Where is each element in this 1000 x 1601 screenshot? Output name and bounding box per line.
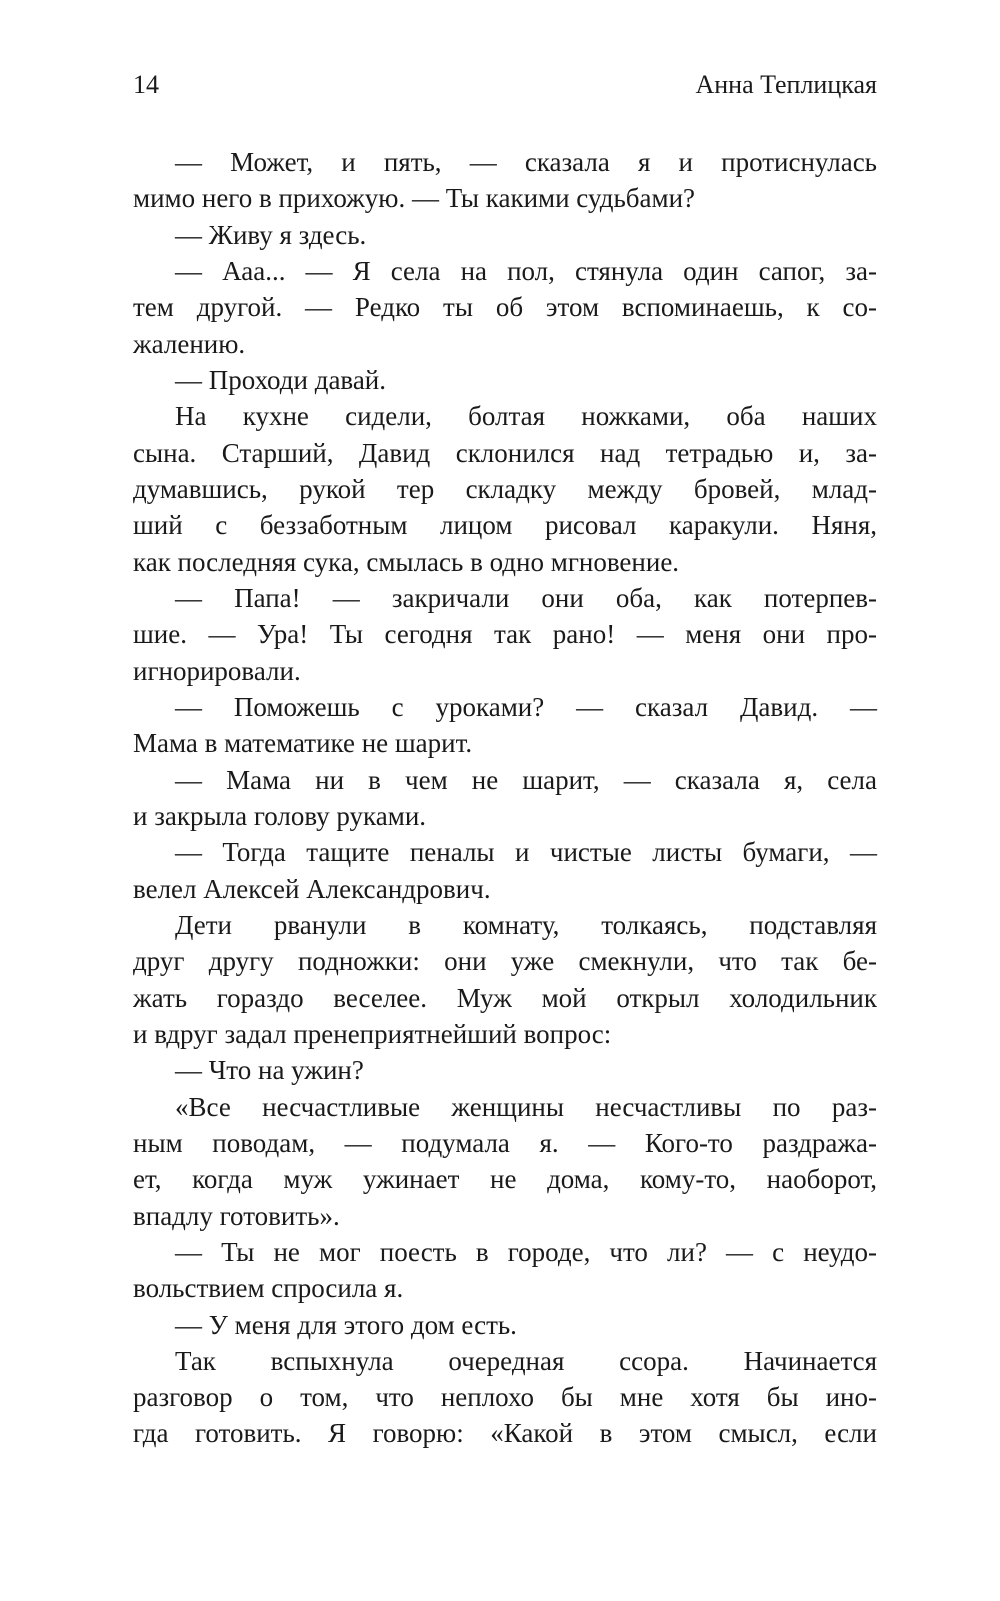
text-line: На кухне сидели, болтая ножками, оба наших xyxy=(175,401,877,432)
text-line: гда готовить. Я говорю: «Какой в этом смысл, если xyxy=(133,1418,877,1449)
text-line: ным поводам, — подумала я. — Кого-то раздража- xyxy=(133,1127,877,1158)
text-line: — Может, и пять, — сказала я и протиснулась xyxy=(175,147,877,177)
text-line: — У меня для этого дом есть. xyxy=(175,1309,517,1340)
text-line: жалению. xyxy=(133,328,246,359)
text-line: ший с беззаботным лицом рисовал каракули. Няня, xyxy=(133,510,877,541)
text-line: — Папа! — закричали они оба, как потерпев- xyxy=(175,582,877,613)
text-line: друг другу подножки: они уже смекнули, что так бе- xyxy=(133,946,877,977)
text-line: как последняя сука, смылась в одно мгновение. xyxy=(133,546,680,577)
text-line: и закрыла голову руками. xyxy=(133,800,427,831)
text-line: разговор о том, что неплохо бы мне хотя бы ино- xyxy=(133,1382,877,1413)
text-line: — Что на ужин? xyxy=(175,1055,364,1086)
text-line: — Поможешь с уроками? — сказал Давид. — xyxy=(175,691,877,722)
text-line: — Ааа... — Я села на пол, стянула один сапог, за- xyxy=(175,255,877,286)
text-line: тем другой. — Редко ты об этом вспоминаешь, к со- xyxy=(133,292,877,323)
text-line: Мама в математике не шарит. xyxy=(133,728,473,759)
running-header xyxy=(133,70,877,100)
text-line: жать гораздо веселее. Муж мой открыл холодильник xyxy=(133,982,877,1013)
text-line: — Живу я здесь. xyxy=(175,219,367,250)
running-head-author: Анна Теплицкая xyxy=(695,70,877,99)
text-line: — Ты не мог поесть в городе, что ли? — с неудо- xyxy=(175,1236,877,1267)
text-line: велел Алексей Александрович. xyxy=(133,873,491,904)
text-line: Так вспыхнула очередная ссора. Начинается xyxy=(175,1345,877,1376)
text-line: — Мама ни в чем не шарит, — сказала я, села xyxy=(175,764,877,795)
text-line: думавшись, рукой тер складку между бровей, млад- xyxy=(133,473,877,504)
page-text xyxy=(133,144,877,1452)
text-line: мимо него в прихожую. — Ты какими судьбами? xyxy=(133,183,696,214)
text-line: ет, когда муж ужинает не дома, кому-то, наоборот, xyxy=(133,1164,877,1195)
page-number: 14 xyxy=(133,70,159,99)
text-line: сына. Старший, Давид склонился над тетрадью и, за- xyxy=(133,437,877,468)
text-line: впадлу готовить». xyxy=(133,1200,340,1231)
text-line: вольствием спросила я. xyxy=(133,1273,404,1304)
text-line: игнорировали. xyxy=(133,655,301,686)
text-line: и вдруг задал пренеприятнейший вопрос: xyxy=(133,1018,612,1049)
text-line: Дети рванули в комнату, толкаясь, подставляя xyxy=(175,909,877,940)
text-line: «Все несчастливые женщины несчастливы по раз- xyxy=(175,1091,877,1122)
text-line: — Проходи давай. xyxy=(175,364,387,395)
text-line: шие. — Ура! Ты сегодня так рано! — меня они про- xyxy=(133,619,877,650)
text-line: — Тогда тащите пеналы и чистые листы бумаги, — xyxy=(175,837,877,868)
